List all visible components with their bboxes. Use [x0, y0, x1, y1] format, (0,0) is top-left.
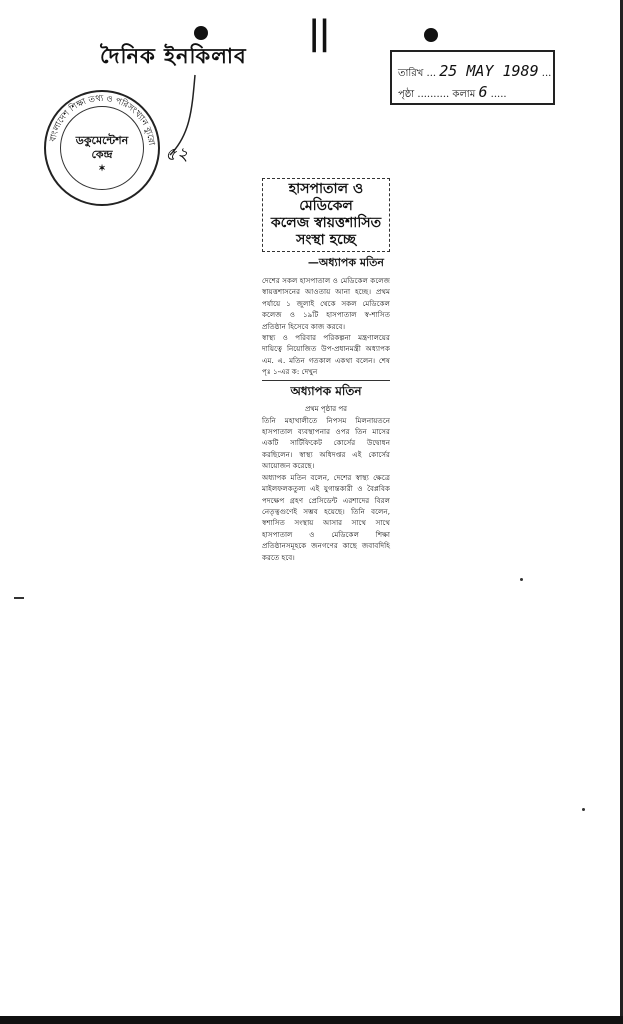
headline-line2: কলেজ স্বায়ত্তশাসিত [270, 215, 382, 231]
documentation-seal [44, 90, 160, 206]
newspaper-masthead: দৈনিক ইনকিলাব [100, 43, 247, 68]
date-label: তারিখ [398, 68, 424, 79]
punch-hole-right [424, 28, 438, 42]
continued-heading: অধ্যাপক মতিন [262, 380, 390, 403]
seal-center-text [46, 134, 158, 176]
scan-speck [14, 597, 24, 599]
date-value: 25 MAY 1989 [439, 62, 539, 80]
seal-star-icon: ✶ [98, 164, 106, 174]
article-paragraph-1: দেশের সকল হাসপাতাল ও মেডিকেল কলেজ স্বায়ত্তশাসনের আওতায় আনা হচ্ছে। প্রথম পর্যায়ে ১ জুলাই থেকে সকল মেডিকেল কলেজ ও ১৯টি হাসপাতাল স্ব-শাসিত প্রতিষ্ঠান হিসেবে কাজ করবে। [262, 276, 390, 331]
page-column-row: পৃষ্ঠা .......... কলাম 6 ..... [398, 83, 507, 101]
continued-note: প্রথম পৃষ্ঠার পর [305, 404, 347, 413]
headline [262, 178, 390, 252]
page-label: পৃষ্ঠা [398, 89, 415, 100]
handwritten-code: ৫২ [165, 144, 189, 165]
byline: —অধ্যাপক মতিন [307, 256, 384, 269]
column-label: কলাম [452, 89, 476, 100]
date-row: তারিখ ... 25 MAY 1989 ... [398, 62, 552, 80]
article-paragraph-4: অধ্যাপক মতিন বলেন, দেশের স্বাস্থ্য ক্ষেত্রে মাইলফলকতুল্য এই যুগান্তকারী ও বৈপ্লবিক পদক্ষেপ গ্রহণ প্রেসিডেন্ট এরশাদের বিরল নেতৃত্বগুণেই সম্ভব হয়েছে। তিনি বলেন, স্বশাসিত সংস্থায় আসার সাথে সাথে হাসপাতাল ও মেডিকেল শিক্ষা প্রতিষ্ঠানসমূহকে জনগণের কাছে জবাবদিহি করতে হবে। [262, 472, 390, 562]
article-paragraph-2: স্বাস্থ্য ও পরিবার পরিকল্পনা মন্ত্রণালয়ের দায়িত্বে নিয়োজিত উপ-প্রধানমন্ত্রী অধ্যাপক এম. এ. মতিন গতকাল একথা বলেন। শেষ পৃঃ ১-এর ক: দেখুন [262, 333, 390, 377]
seal-center-line1: ডকুমেন্টেশন [75, 134, 129, 147]
headline-line3: সংস্থা হচ্ছে [296, 232, 356, 248]
scan-edge-bottom [0, 1016, 623, 1024]
svg-text:বাংলাদেশ শিক্ষা তথ্য ও পরিসংখ্: বাংলাদেশ শিক্ষা তথ্য ও পরিসংখ্যান ব্যুরো [48, 93, 157, 147]
news-clipping [262, 178, 390, 563]
column-value: 6 [478, 83, 488, 101]
headline-line1: হাসপাতাল ও মেডিকেল [288, 181, 364, 214]
punch-hole-left [194, 26, 208, 40]
scan-speck [582, 808, 585, 811]
page-mark: || [308, 13, 329, 53]
seal-center-line2: কেন্দ্র [91, 148, 113, 161]
scan-speck [520, 578, 523, 581]
date-stamp [390, 50, 555, 105]
article-paragraph-3: তিনি মহাখালীতে নিপসম মিলনায়তনে হাসপাতাল ব্যবস্থাপনার ওপর তিন মাসের একটি সার্টিফিকেট কোর্সের উদ্বোধন করছিলেন। স্বাস্থ্য অধিদপ্তর এই কোর্সের আয়োজন করেছে। [262, 415, 390, 471]
